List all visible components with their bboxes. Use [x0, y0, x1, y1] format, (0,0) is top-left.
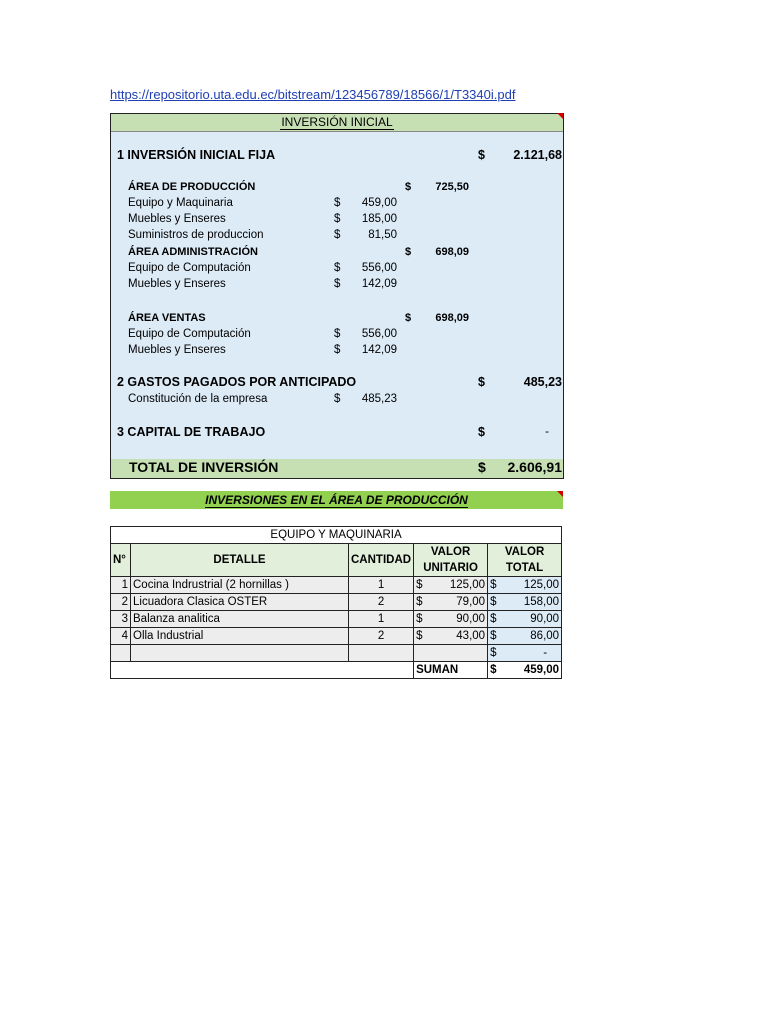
row-total: 86,00	[530, 630, 560, 642]
produccion-value: 725,50	[435, 181, 469, 193]
produccion-currency: $	[405, 181, 412, 193]
row-unitario: 43,00	[456, 630, 486, 642]
item-currency: $	[334, 262, 341, 274]
total-label: TOTAL DE INVERSIÓN	[129, 459, 279, 475]
suman-value: 459,00	[523, 664, 560, 676]
item-currency: $	[334, 229, 341, 241]
row-detalle	[131, 645, 349, 662]
item-label: Muebles y Enseres	[128, 213, 226, 225]
row-unitario: 125,00	[449, 579, 486, 591]
ventas-currency: $	[405, 312, 412, 324]
comment-marker-icon[interactable]	[557, 113, 563, 119]
item-label: Equipo de Computación	[128, 328, 251, 340]
total-value: 2.606,91	[507, 459, 562, 475]
row-total: 158,00	[523, 596, 560, 608]
row-number: 2	[111, 594, 131, 611]
produccion-label: ÁREA DE PRODUCCIÓN	[128, 181, 256, 193]
item-value: 556,00	[361, 328, 397, 340]
table-row	[111, 628, 562, 645]
row-currency: $	[490, 613, 497, 625]
row-currency: $	[490, 596, 497, 608]
row-total: -	[543, 647, 548, 659]
row-number: 1	[111, 577, 131, 594]
capital-value: -	[545, 426, 549, 438]
equipo-table	[110, 526, 562, 679]
item-value: 142,09	[361, 344, 397, 356]
fija-currency: $	[478, 148, 485, 162]
item-label: Suministros de produccion	[128, 229, 264, 241]
header-valor-unitario: VALOR	[414, 544, 488, 561]
gastos-value: 485,23	[523, 375, 562, 389]
item-currency: $	[334, 213, 341, 225]
header-total: TOTAL	[488, 560, 562, 577]
ventas-value: 698,09	[435, 312, 469, 324]
capital-label: 3 CAPITAL DE TRABAJO	[117, 425, 266, 439]
row-currency: $	[490, 630, 497, 642]
capital-currency: $	[478, 425, 485, 439]
table-total-row	[111, 662, 562, 679]
item-currency: $	[334, 328, 341, 340]
table-row	[111, 594, 562, 611]
row-cantidad: 1	[349, 611, 414, 628]
total-currency: $	[478, 459, 486, 475]
row-detalle: Balanza analitica	[131, 611, 349, 628]
header-cantidad: CANTIDAD	[349, 544, 414, 577]
equipo-table-title: EQUIPO Y MAQUINARIA	[111, 527, 562, 544]
item-value: 556,00	[361, 262, 397, 274]
table-header-row	[111, 544, 562, 561]
row-currency: $	[416, 579, 423, 591]
row-detalle: Cocina Indrustrial (2 hornillas )	[131, 577, 349, 594]
item-label: Muebles y Enseres	[128, 278, 226, 290]
row-number	[111, 645, 131, 662]
row-cantidad: 2	[349, 628, 414, 645]
row-total: 125,00	[523, 579, 560, 591]
row-currency: $	[416, 630, 423, 642]
row-number: 3	[111, 611, 131, 628]
administracion-label: ÁREA ADMINISTRACIÓN	[128, 246, 258, 258]
header-n: N°	[111, 544, 131, 577]
row-currency: $	[416, 596, 423, 608]
item-value: 485,23	[361, 393, 397, 405]
inversion-inicial-header	[111, 114, 563, 132]
row-currency: $	[416, 613, 423, 625]
inversion-inicial-title: INVERSIÓN INICIAL	[281, 115, 393, 129]
administracion-value: 698,09	[435, 246, 469, 258]
item-currency: $	[334, 393, 341, 405]
comment-marker-icon[interactable]	[557, 491, 563, 497]
item-currency: $	[334, 197, 341, 209]
item-value: 142,09	[361, 278, 397, 290]
administracion-currency: $	[405, 246, 412, 258]
table-row	[111, 645, 562, 662]
header-detalle: DETALLE	[131, 544, 349, 577]
item-value: 185,00	[361, 213, 397, 225]
produccion-banner-title: INVERSIONES EN EL ÁREA DE PRODUCCIÓN	[205, 493, 468, 507]
header-unitario: UNITARIO	[414, 560, 488, 577]
table-row	[111, 577, 562, 594]
gastos-currency: $	[478, 375, 485, 389]
gastos-label: 2 GASTOS PAGADOS POR ANTICIPADO	[117, 375, 357, 389]
suman-currency: $	[490, 664, 497, 676]
table-title-row	[111, 527, 562, 544]
item-value: 459,00	[361, 197, 397, 209]
row-unitario: 79,00	[456, 596, 486, 608]
row-total: 90,00	[530, 613, 560, 625]
item-currency: $	[334, 278, 341, 290]
item-label: Muebles y Enseres	[128, 344, 226, 356]
row-currency: $	[490, 647, 497, 659]
table-row	[111, 611, 562, 628]
suman-label: SUMAN	[414, 662, 488, 679]
item-label: Equipo de Computación	[128, 262, 251, 274]
row-detalle: Olla Industrial	[131, 628, 349, 645]
row-cantidad: 2	[349, 594, 414, 611]
source-link[interactable]: https://repositorio.uta.edu.ec/bitstream/123456789/18566/1/T3340i.pdf	[110, 87, 516, 102]
item-value: 81,50	[368, 229, 397, 241]
fija-value: 2.121,68	[513, 148, 562, 162]
row-detalle: Licuadora Clasica OSTER	[131, 594, 349, 611]
header-valor-total: VALOR	[488, 544, 562, 561]
row-unitario: 90,00	[456, 613, 486, 625]
produccion-banner	[110, 491, 563, 509]
row-unitario	[414, 645, 488, 662]
row-currency: $	[490, 579, 497, 591]
row-cantidad	[349, 645, 414, 662]
row-number: 4	[111, 628, 131, 645]
item-label: Constitución de la empresa	[128, 393, 268, 405]
item-currency: $	[334, 344, 341, 356]
item-label: Equipo y Maquinaria	[128, 197, 233, 209]
row-cantidad: 1	[349, 577, 414, 594]
fija-label: 1 INVERSIÓN INICIAL FIJA	[117, 148, 276, 162]
ventas-label: ÁREA VENTAS	[128, 312, 206, 324]
